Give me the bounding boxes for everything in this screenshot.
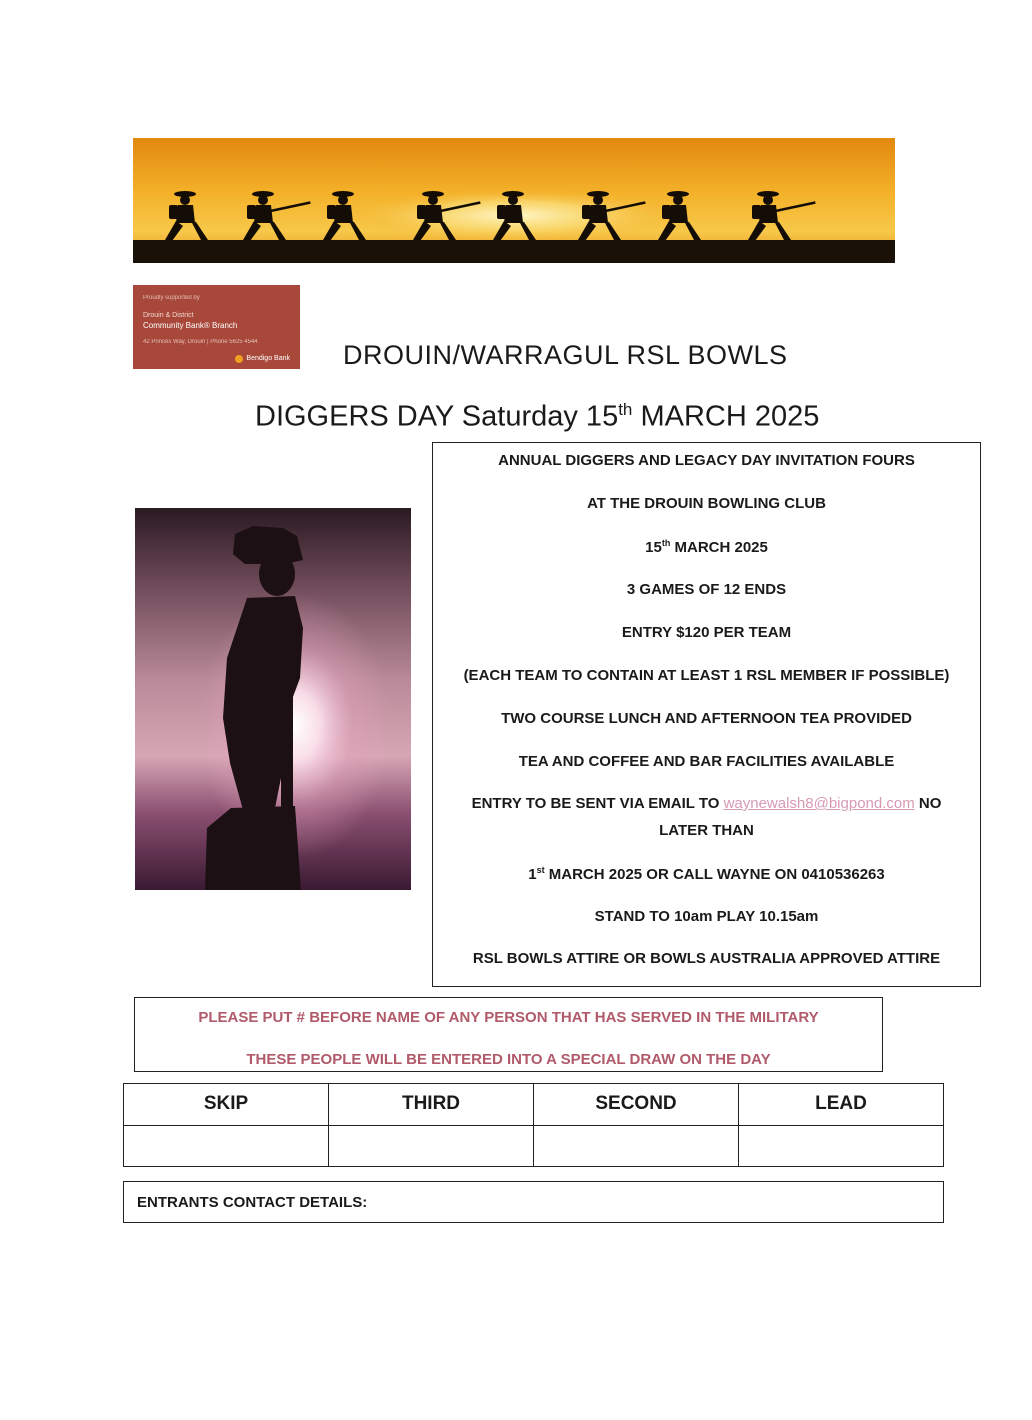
detail-email-prefix: ENTRY TO BE SENT VIA EMAIL TO xyxy=(471,795,724,812)
detail-team-requirement: (EACH TEAM TO CONTAIN AT LEAST 1 RSL MEMBER IF POSSIBLE) xyxy=(463,667,950,684)
banner-soldiers-silhouette-image xyxy=(133,138,895,263)
team-entry-table xyxy=(123,1083,944,1167)
title2-ordinal: th xyxy=(618,400,633,419)
sponsor-logo xyxy=(133,285,300,369)
detail-facilities: TEA AND COFFEE AND BAR FACILITIES AVAILABLE xyxy=(518,753,895,770)
sponsor-line1: Drouin & District xyxy=(143,312,194,319)
detail-date-day: 15 xyxy=(645,539,662,556)
third-entry-cell[interactable] xyxy=(329,1125,534,1167)
detail-later-than: LATER THAN xyxy=(659,822,754,839)
detail-date xyxy=(433,538,980,556)
detail-date-rest: MARCH 2025 xyxy=(670,539,768,556)
notice-line1: PLEASE PUT # BEFORE NAME OF ANY PERSON THAT HAS SERVED IN THE MILITARY xyxy=(198,1009,819,1026)
second-entry-cell[interactable] xyxy=(534,1125,739,1167)
email-link[interactable]: waynewalsh8@bigpond.com xyxy=(723,795,915,812)
detail-attire: RSL BOWLS ATTIRE OR BOWLS AUSTRALIA APPROVED ATTIRE xyxy=(472,950,941,967)
sponsor-supported-text: Proudly supported by xyxy=(143,295,200,301)
detail-start-times: STAND TO 10am PLAY 10.15am xyxy=(594,908,819,925)
military-notice-box xyxy=(134,997,883,1072)
team-entry-row xyxy=(124,1125,944,1167)
detail-email-entry xyxy=(433,795,980,812)
detail-entry-fee: ENTRY $120 PER TEAM xyxy=(621,624,792,641)
detail-date-ordinal: th xyxy=(661,538,671,548)
team-header-row xyxy=(124,1084,944,1126)
event-date-title xyxy=(255,400,819,434)
title2-suffix: MARCH 2025 xyxy=(632,400,820,433)
event-details-box xyxy=(432,442,981,987)
title2-prefix: DIGGERS DAY Saturday 15 xyxy=(255,400,619,433)
contact-details-label: ENTRANTS CONTACT DETAILS: xyxy=(137,1194,368,1211)
event-title: DROUIN/WARRAGUL RSL BOWLS xyxy=(343,340,788,370)
detail-venue: AT THE DROUIN BOWLING CLUB xyxy=(587,495,826,512)
header-skip: SKIP xyxy=(124,1084,329,1126)
bank-name: Bendigo Bank xyxy=(246,355,290,362)
detail-games: 3 GAMES OF 12 ENDS xyxy=(626,581,787,598)
bendigo-logo-icon xyxy=(235,355,243,363)
detail-deadline-ordinal: st xyxy=(536,865,545,875)
detail-lunch: TWO COURSE LUNCH AND AFTERNOON TEA PROVIDED xyxy=(501,710,912,727)
detail-deadline-rest: MARCH 2025 OR CALL WAYNE ON 0410536263 xyxy=(544,866,885,883)
detail-invitation: ANNUAL DIGGERS AND LEGACY DAY INVITATION FOURS xyxy=(498,452,915,469)
detail-email-suffix: NO xyxy=(914,795,942,812)
header-lead: LEAD xyxy=(739,1084,944,1126)
skip-entry-cell[interactable] xyxy=(124,1125,329,1167)
lead-entry-cell[interactable] xyxy=(739,1125,944,1167)
notice-line2: THESE PEOPLE WILL BE ENTERED INTO A SPECIAL DRAW ON THE DAY xyxy=(246,1051,771,1068)
sponsor-address: 42 Princes Way, Drouin | Phone 5625 4544 xyxy=(143,339,258,345)
detail-deadline-day: 1 xyxy=(528,866,537,883)
bank-brand xyxy=(235,354,290,364)
header-third: THIRD xyxy=(329,1084,534,1126)
sponsor-line2: Community Bank® Branch xyxy=(143,321,238,330)
detail-deadline xyxy=(433,865,980,883)
contact-details-field[interactable] xyxy=(123,1181,944,1223)
header-second: SECOND xyxy=(534,1084,739,1126)
soldier-silhouette-photo xyxy=(135,508,411,890)
